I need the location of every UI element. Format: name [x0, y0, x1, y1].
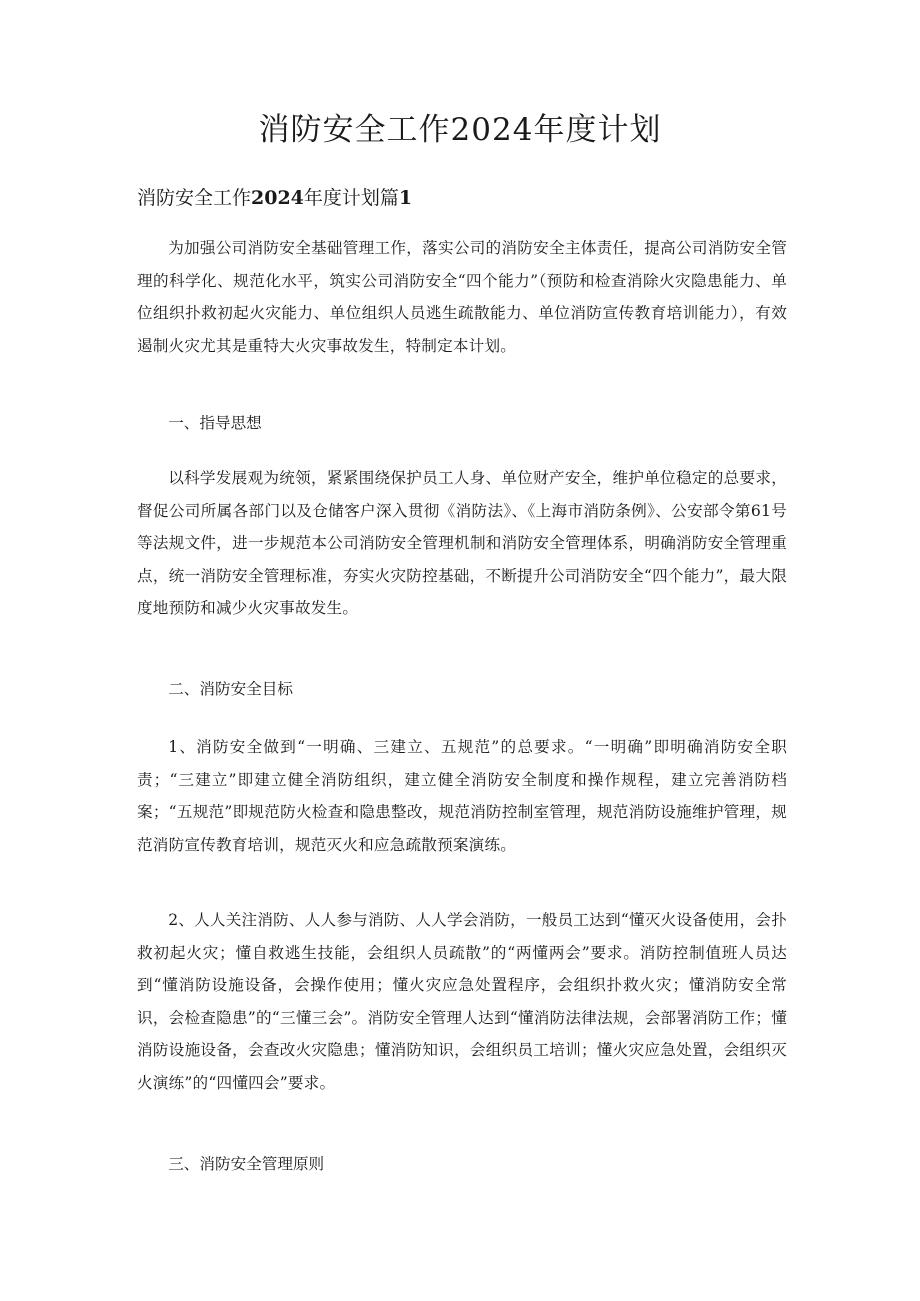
section-heading-safety-goals: 二、消防安全目标: [168, 680, 293, 698]
document-title: 消防安全工作2024年度计划: [258, 112, 662, 148]
section-subtitle: [137, 184, 787, 212]
subtitle-number: 1: [398, 187, 413, 209]
intro-paragraph: 为加强公司消防安全基础管理工作，落实公司的消防安全主体责任，提高公司消防安全管理的科学化、规范化水平，筑实公司消防安全“四个能力”（预防和检查消除火灾隐患能力、单位组织扑救初起火灾能力、单位组织人员逃生疏散能力、单位消防宣传教育培训能力），有效遏制火灾尤其是重特大火灾事故发生，特制定本计划。: [137, 239, 787, 355]
guiding-ideology-paragraph: 以科学发展观为统领，紧紧围绕保护员工人身、单位财产安全，维护单位稳定的总要求，督促公司所属各部门以及仓储客户深入贯彻《消防法》、《上海市消防条例》、公安部令第61号等法规文件，进一步规范本公司消防安全管理机制和消防安全管理体系，明确消防安全管理重点，统一消防安全管理标准，夯实火灾防控基础，不断提升公司消防安全“四个能力”，最大限度地预防和减少火灾事故发生。: [137, 469, 787, 617]
subtitle-prefix: 消防安全工作: [137, 187, 252, 209]
safety-goal-item-1: 1、消防安全做到“一明确、三建立、五规范”的总要求。“一明确”即明确消防安全职责；“三建立”即建立健全消防组织，建立健全消防安全制度和操作规程，建立完善消防档案；“五规范”即规范防火检查和隐患整改，规范消防控制室管理，规范消防设施维护管理，规范消防宣传教育培训，规范灭火和应急疏散预案演练。: [137, 738, 787, 854]
section-heading-guiding-ideology: 一、指导思想: [168, 414, 262, 432]
subtitle-middle: 年度计划篇: [303, 187, 399, 209]
safety-goal-item-2: 2、人人关注消防、人人参与消防、人人学会消防，一般员工达到“懂灭火设备使用，会扑救初起火灾；懂自救逃生技能，会组织人员疏散”的“两懂两会”要求。消防控制值班人员达到“懂消防设施设备，会操作使用；懂火灾应急处置程序，会组织扑救火灾；懂消防安全常识，会检查隐患”的“三懂三会”。消防安全管理人达到“懂消防法律法规，会部署消防工作；懂消防设施设备，会查改火灾隐患；懂消防知识，会组织员工培训；懂火灾应急处置，会组织灭火演练”的“四懂四会”要求。: [137, 911, 787, 1092]
subtitle-year: 2024: [251, 187, 304, 209]
section-heading-management-principles: 三、消防安全管理原则: [168, 1155, 325, 1173]
